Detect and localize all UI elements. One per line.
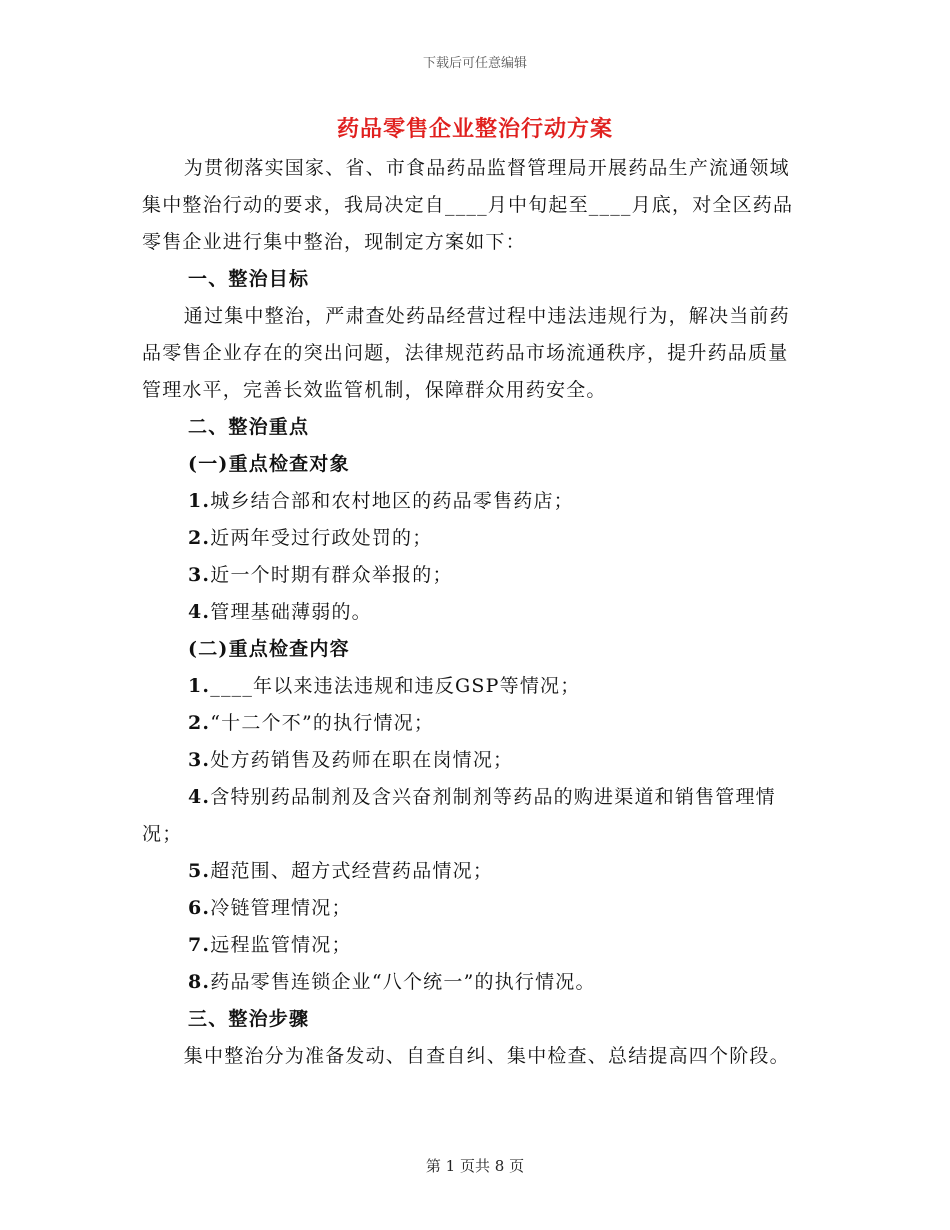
list-item-number: 6. bbox=[188, 897, 211, 919]
steps-paragraph: 集中整治分为准备发动、自查自纠、集中检查、总结提高四个阶段。 bbox=[183, 1045, 790, 1067]
list-item bbox=[142, 668, 802, 705]
document-title: 药品零售企业整治行动方案 bbox=[336, 116, 613, 142]
subsection-heading-targets: (一)重点检查对象 bbox=[188, 453, 350, 475]
document-body bbox=[142, 150, 802, 1075]
list-item-text: ____年以来违法违规和违反GSP等情况； bbox=[210, 675, 581, 697]
list-item-text: 含特别药品制剂及含兴奋剂制剂等药品的购进渠道和销售管理情况； bbox=[142, 786, 776, 845]
list-item bbox=[142, 964, 802, 1001]
intro-paragraph: 为贯彻落实国家、省、市食品药品监督管理局开展药品生产流通领域集中整治行动的要求，我局决定自____月中旬起至____月底，对全区药品零售企业进行集中整治，现制定方案如下： bbox=[142, 157, 794, 253]
page-footer: 第 1 页共 8 页 bbox=[425, 1157, 525, 1175]
subsection-heading-contents: (二)重点检查内容 bbox=[188, 638, 350, 660]
list-item-text: 管理基础薄弱的。 bbox=[210, 601, 372, 623]
list-item bbox=[142, 890, 802, 927]
section-heading-focus: 二、整治重点 bbox=[188, 416, 310, 438]
list-item-number: 2. bbox=[188, 712, 211, 734]
list-item-number: 4. bbox=[188, 601, 211, 623]
list-item-text: 远程监管情况； bbox=[210, 934, 352, 956]
list-item bbox=[142, 779, 802, 853]
list-item bbox=[142, 742, 802, 779]
list-item-text: 近两年受过行政处罚的； bbox=[210, 527, 433, 549]
list-item-number: 7. bbox=[188, 934, 211, 956]
list-item-text: “十二个不”的执行情况； bbox=[210, 712, 435, 734]
list-item-number: 1. bbox=[188, 490, 211, 512]
section-heading-steps: 三、整治步骤 bbox=[188, 1008, 310, 1030]
list-item bbox=[142, 705, 802, 742]
header-note: 下载后可任意编辑 bbox=[422, 56, 527, 71]
list-item-number: 4. bbox=[188, 786, 211, 808]
section-heading-goals: 一、整治目标 bbox=[188, 268, 310, 290]
list-item-number: 1. bbox=[188, 675, 211, 697]
goals-paragraph: 通过集中整治，严肃查处药品经营过程中违法违规行为，解决当前药品零售企业存在的突出问题，法律规范药品市场流通秩序，提升药品质量管理水平，完善长效监管机制，保障群众用药安全。 bbox=[142, 305, 790, 401]
list-item-text: 冷链管理情况； bbox=[210, 897, 352, 919]
list-item-number: 3. bbox=[188, 564, 211, 586]
list-item bbox=[142, 483, 802, 520]
list-item bbox=[142, 520, 802, 557]
list-item bbox=[142, 594, 802, 631]
list-item bbox=[142, 927, 802, 964]
list-item-number: 5. bbox=[188, 860, 211, 882]
list-item-text: 药品零售连锁企业“八个统一”的执行情况。 bbox=[210, 971, 596, 993]
list-item-text: 处方药销售及药师在职在岗情况； bbox=[210, 749, 514, 771]
list-item-text: 超范围、超方式经营药品情况； bbox=[210, 860, 494, 882]
list-item-number: 8. bbox=[188, 971, 211, 993]
list-item-text: 城乡结合部和农村地区的药品零售药店； bbox=[210, 490, 574, 512]
list-item bbox=[142, 557, 802, 594]
list-item-number: 3. bbox=[188, 749, 211, 771]
list-item bbox=[142, 853, 802, 890]
list-item-text: 近一个时期有群众举报的； bbox=[210, 564, 453, 586]
list-item-number: 2. bbox=[188, 527, 211, 549]
